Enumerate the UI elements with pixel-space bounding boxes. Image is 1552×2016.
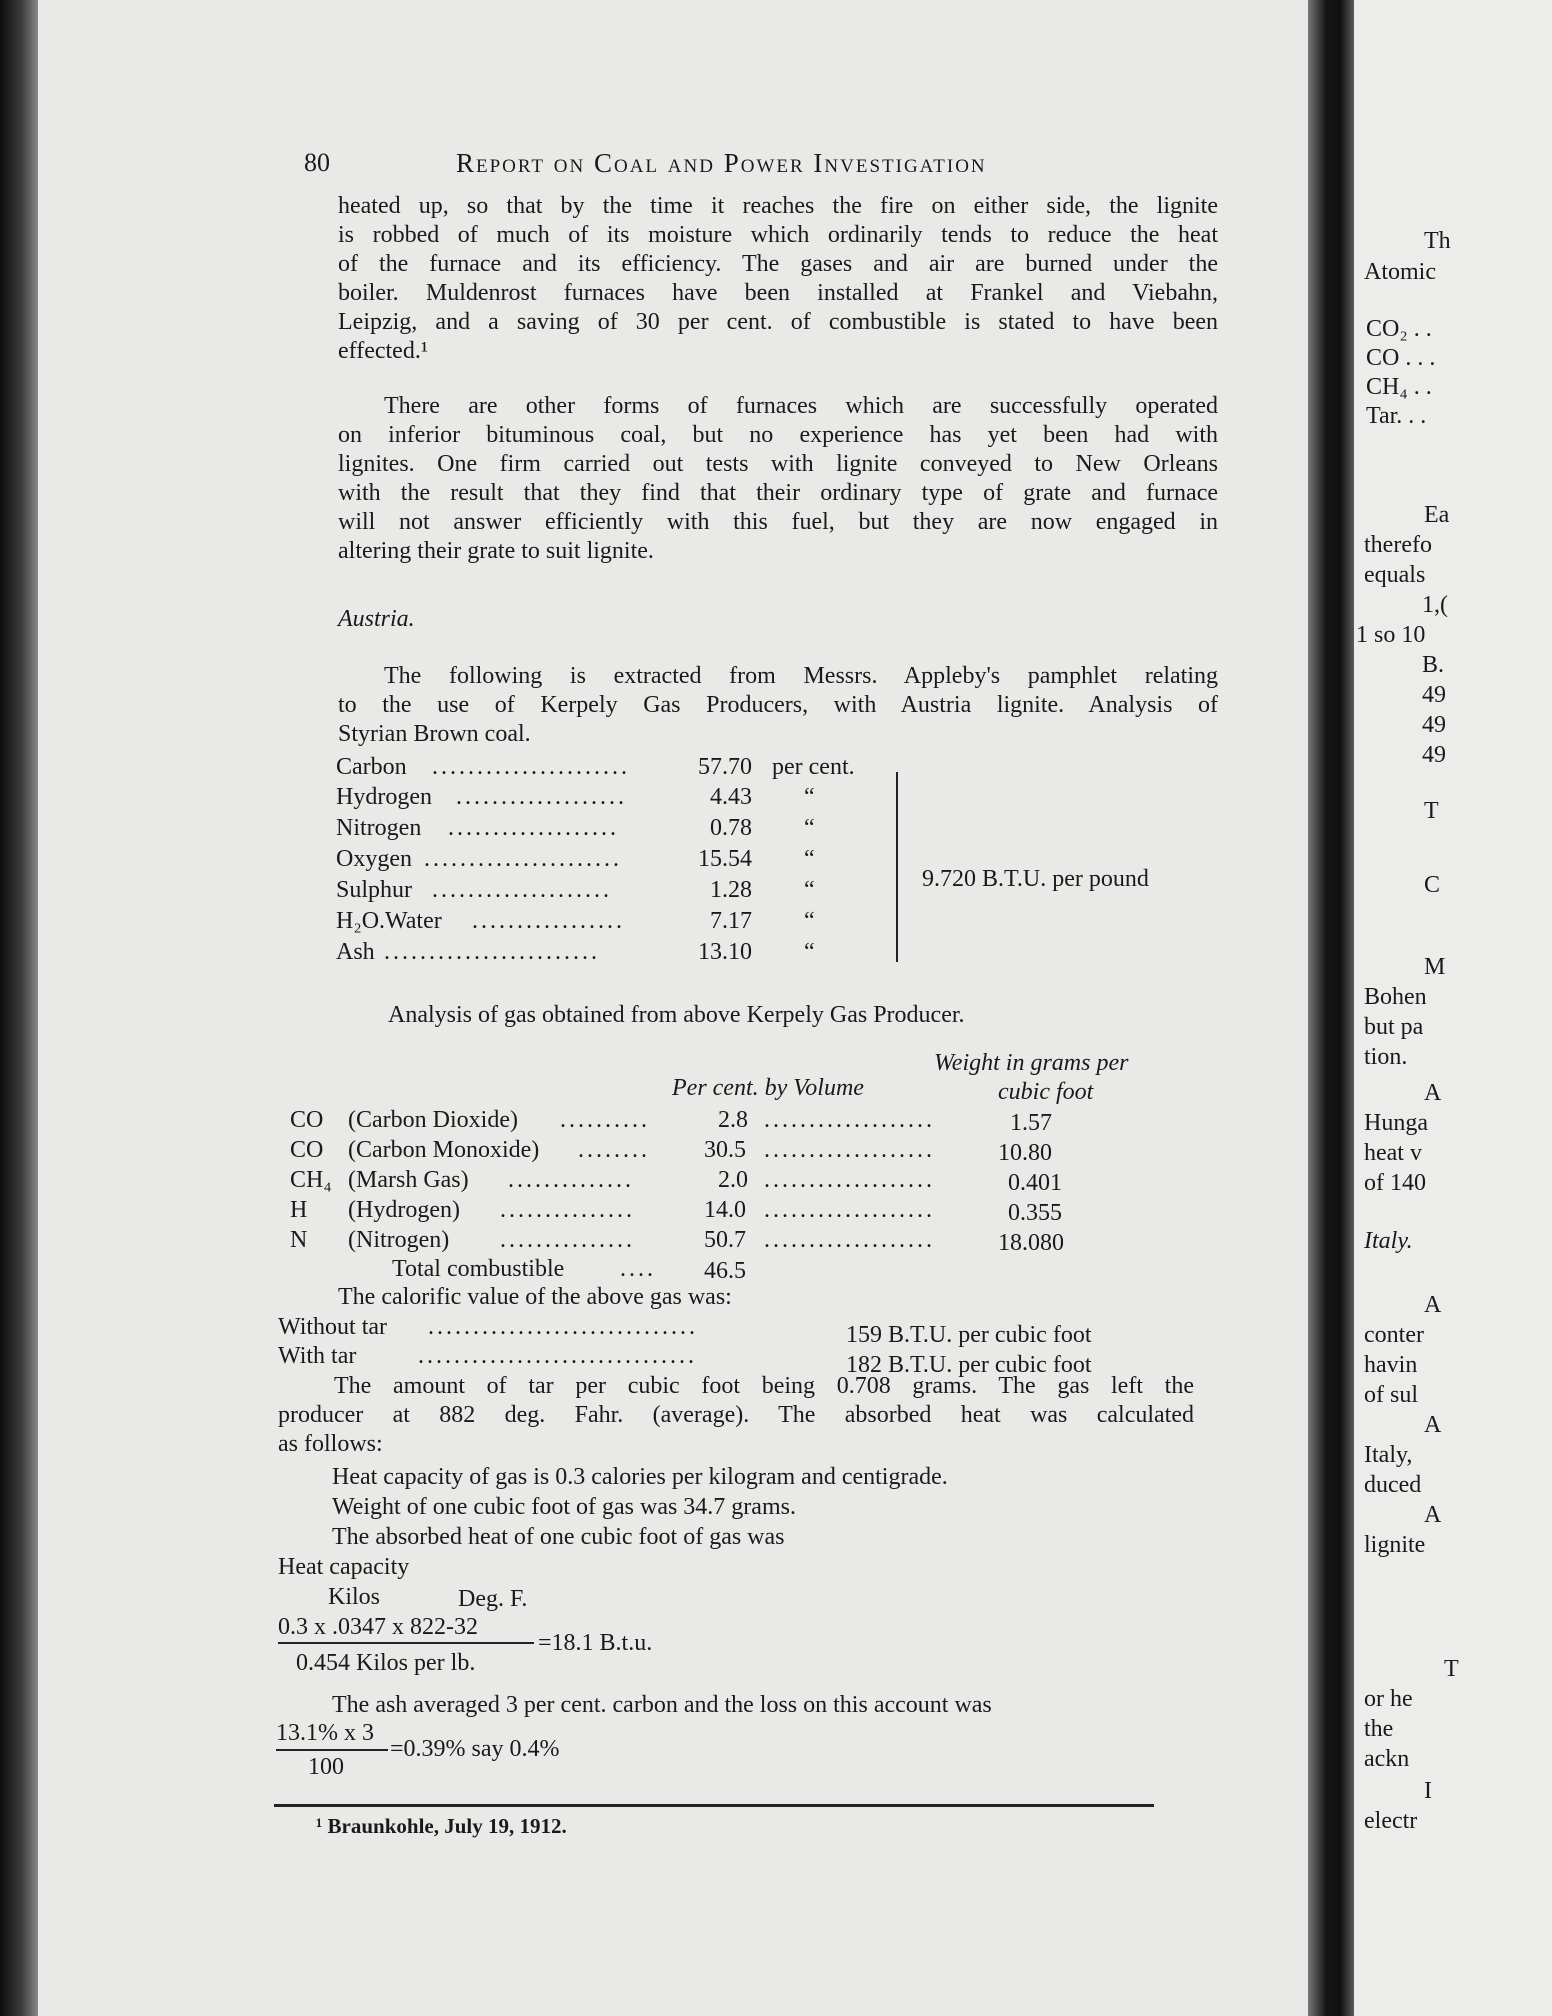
right-fragment: I [1424,1778,1432,1804]
coal-row-unit: “ [804,846,815,872]
right-fragment: Th [1424,228,1451,254]
paragraph-1-line: is robbed of much of its moisture which ordinarily tends to reduce the heat [338,222,1218,248]
gas-row-formula: H [290,1197,308,1223]
gas-row-formula: CO [290,1107,324,1133]
coal-heat-value: 9.720 B.T.U. per pound [922,866,1149,892]
gas-row-name: (Carbon Monoxide) [348,1137,540,1163]
with-tar-label: With tar [278,1343,357,1369]
right-page [1354,0,1552,2016]
table-brace [896,772,898,962]
paragraph-3 [338,662,1218,749]
coal-row-unit: per cent. [772,754,855,780]
gas-row-dots: ............... [500,1227,635,1253]
right-fragment: duced [1364,1472,1422,1498]
left-page [38,0,1308,2016]
coal-row-dots: .................... [432,877,612,903]
gas-row-weight: 18.080 [998,1230,1064,1256]
right-fragment: heat v [1364,1140,1422,1166]
right-fragment: tion. [1364,1044,1408,1070]
paragraph-1-line: effected.¹ [338,338,429,364]
gas-row-name: (Nitrogen) [348,1227,450,1253]
right-fragment: 49 [1422,742,1446,768]
right-fragment: or he [1364,1686,1413,1712]
right-fragment: Hunga [1364,1110,1428,1136]
coal-row-dots: ........................ [384,939,600,965]
fraction-bar [276,1749,388,1751]
paragraph-1-line: Leipzig, and a saving of 30 per cent. of combustible is stated to have been [338,309,1218,335]
coal-row-dots: ................. [472,908,625,934]
right-fragment: Italy. [1364,1228,1413,1254]
running-head: Report on Coal and Power Investigation [456,148,987,178]
gas-row-weight: 0.355 [1008,1200,1062,1226]
gas-row-weight: 0.401 [1008,1170,1062,1196]
paragraph-2-line: will not answer efficiently with this fuel, but they are now engaged in [338,509,1218,535]
paragraph-1-line: boiler. Muldenrost furnaces have been installed at Frankel and Viebahn, [338,280,1218,306]
formula-numerator: 0.3 x .0347 x 822-32 [278,1614,478,1640]
formula-col-kilos: Kilos [328,1584,381,1610]
right-fragment: A [1424,1412,1442,1438]
coal-row-dots: ................... [456,784,627,810]
coal-row-dots: ................... [448,815,619,841]
coal-row-name: Hydrogen [336,784,432,810]
coal-row-value: 15.54 [698,846,752,872]
coal-row-dots: ...................... [424,846,622,872]
coal-row-value: 4.43 [710,784,752,810]
gas-row-dots: ................... [764,1107,935,1133]
gas-row-name: (Marsh Gas) [348,1167,469,1193]
coal-row-value: 57.70 [698,754,752,780]
gas-row-name: (Hydrogen) [348,1197,460,1223]
paragraph-2 [338,392,1218,566]
right-fragment: B. [1422,652,1445,678]
right-fragment: of 140 [1364,1170,1426,1196]
gas-row-volume: 2.8 [718,1107,748,1133]
coal-row-unit: “ [804,815,815,841]
formula-col-deg: Deg. F. [458,1586,528,1612]
gas-row-dots: .......... [560,1107,650,1133]
coal-row-name: Carbon [336,754,407,780]
right-fragment: T [1424,798,1439,824]
heat-line: Heat capacity of gas is 0.3 calories per kilogram and centigrade. [332,1464,948,1490]
gas-total-value: 46.5 [704,1258,746,1284]
right-fragment: M [1424,954,1446,980]
coal-row-value: 13.10 [698,939,752,965]
right-fragment: therefo [1364,532,1432,558]
right-fragment: A [1424,1080,1442,1106]
col-header-weight-1: Weight in grams per [934,1050,1129,1076]
formula2-result: =0.39% say 0.4% [390,1736,560,1762]
paragraph-3-line: to the use of Kerpely Gas Producers, with Austria lignite. Analysis of [338,692,1218,718]
gas-row-dots: ................... [764,1167,935,1193]
paragraph-2-line: There are other forms of furnaces which are successfully operated [384,393,1218,419]
paragraph-3-line: The following is extracted from Messrs. Appleby's pamphlet relating [384,663,1218,689]
coal-row-name: H₂O.Water [336,908,442,934]
coal-row-unit: “ [804,939,815,965]
coal-row-name: Nitrogen [336,815,422,841]
page-number: 80 [304,148,330,177]
col-header-weight-2: cubic foot [998,1079,1094,1105]
gas-row-dots: ............... [500,1197,635,1223]
footnote-rule [274,1804,1154,1807]
right-fragment: Bohen [1364,984,1427,1010]
without-tar-value: 159 B.T.U. per cubic foot [846,1322,1092,1348]
right-fragment: equals [1364,562,1426,588]
right-fragment: electr [1364,1808,1418,1834]
heat-line: Weight of one cubic foot of gas was 34.7 grams. [332,1494,796,1520]
formula-label: Heat capacity [278,1554,410,1580]
book-edge-left [0,0,38,2016]
paragraph-1-line: of the furnace and its efficiency. The gases and air are burned under the [338,251,1218,277]
right-fragment: Italy, [1364,1442,1413,1468]
coal-row-unit: “ [804,784,815,810]
book-gutter [1308,0,1354,2016]
formula-denominator: 0.454 Kilos per lb. [296,1650,476,1676]
coal-row-unit: “ [804,908,815,934]
coal-row-value: 1.28 [710,877,752,903]
paragraph-2-line: lignites. One firm carried out tests with lignite conveyed to New Orleans [338,451,1218,477]
tar-line: producer at 882 deg. Fahr. (average). The absorbed heat was calculated [278,1402,1194,1428]
formula-result: =18.1 B.t.u. [538,1630,653,1656]
calorific-intro: The calorific value of the above gas was: [338,1284,732,1310]
gas-row-dots: ................... [764,1137,935,1163]
right-fragment: CH₄ . . [1366,374,1432,400]
coal-row-value: 0.78 [710,815,752,841]
coal-row-name: Oxygen [336,846,412,872]
coal-row-name: Sulphur [336,877,413,903]
paragraph-3-line: Styrian Brown coal. [338,721,531,747]
right-fragment: A [1424,1502,1442,1528]
gas-total-dots: .... [620,1256,656,1282]
right-fragment: CO₂ . . [1366,316,1432,342]
gas-row-formula: CH₄ [290,1167,332,1193]
coal-row-value: 7.17 [710,908,752,934]
paragraph-1 [338,192,1218,366]
right-fragment: Atomic [1364,259,1436,285]
right-fragment: A [1424,1292,1442,1318]
right-fragment: but pa [1364,1014,1424,1040]
tar-line: as follows: [278,1431,383,1457]
gas-row-dots: ................... [764,1197,935,1223]
right-fragment: ackn [1364,1746,1410,1772]
paragraph-2-line: on inferior bituminous coal, but no experience has yet been had with [338,422,1218,448]
coal-row-name: Ash [336,939,375,965]
gas-row-volume: 2.0 [718,1167,748,1193]
heat-line: The absorbed heat of one cubic foot of gas was [332,1524,785,1550]
gas-row-formula: CO [290,1137,324,1163]
gas-row-weight: 10.80 [998,1140,1052,1166]
tar-paragraph [278,1372,1194,1459]
footnote: ¹ Braunkohle, July 19, 1912. [316,1814,567,1838]
section-title-austria: Austria. [338,606,415,632]
formula2-numerator: 13.1% x 3 [276,1720,374,1746]
fraction-bar [278,1642,534,1644]
right-fragment: of sul [1364,1382,1418,1408]
gas-row-name: (Carbon Dioxide) [348,1107,518,1133]
col-header-volume: Per cent. by Volume [672,1075,864,1101]
gas-total-label: Total combustible [392,1256,565,1282]
without-tar-label: Without tar [278,1314,388,1340]
with-tar-dots: ............................... [418,1343,697,1369]
right-fragment: conter [1364,1322,1424,1348]
gas-row-dots: .............. [508,1167,634,1193]
coal-row-dots: ...................... [432,754,630,780]
right-fragment: T [1444,1656,1459,1682]
with-tar-value: 182 B.T.U. per cubic foot [846,1352,1092,1378]
gas-analysis-caption: Analysis of gas obtained from above Kerpely Gas Producer. [388,1002,965,1028]
paragraph-2-line: with the result that they find that their ordinary type of grate and furnace [338,480,1218,506]
gas-row-weight: 1.57 [1010,1110,1052,1136]
right-fragment: havin [1364,1352,1418,1378]
ash-line: The ash averaged 3 per cent. carbon and the loss on this account was [332,1692,992,1718]
right-fragment: 1,( [1422,592,1448,618]
gas-row-volume: 14.0 [704,1197,746,1223]
gas-row-volume: 30.5 [704,1137,746,1163]
right-fragment: 49 [1422,682,1446,708]
gas-row-dots: ........ [578,1137,650,1163]
right-fragment: Tar. . . [1366,403,1427,429]
right-fragment: CO . . . [1366,345,1436,371]
right-fragment: lignite [1364,1532,1426,1558]
right-fragment: C [1424,872,1441,898]
right-fragment: 1 so 10 [1356,622,1426,648]
right-fragment: Ea [1424,502,1450,528]
coal-row-unit: “ [804,877,815,903]
paragraph-2-line: altering their grate to suit lignite. [338,538,654,564]
formula2-denominator: 100 [308,1754,344,1780]
gas-row-dots: ................... [764,1227,935,1253]
without-tar-dots: .............................. [428,1314,698,1340]
gas-row-formula: N [290,1227,308,1253]
paragraph-1-line: heated up, so that by the time it reaches the fire on either side, the lignite [338,193,1218,219]
tar-line: The amount of tar per cubic foot being 0.708 grams. The gas left the [334,1373,1194,1399]
right-fragment: the [1364,1716,1394,1742]
right-fragment: 49 [1422,712,1446,738]
gas-row-volume: 50.7 [704,1227,746,1253]
